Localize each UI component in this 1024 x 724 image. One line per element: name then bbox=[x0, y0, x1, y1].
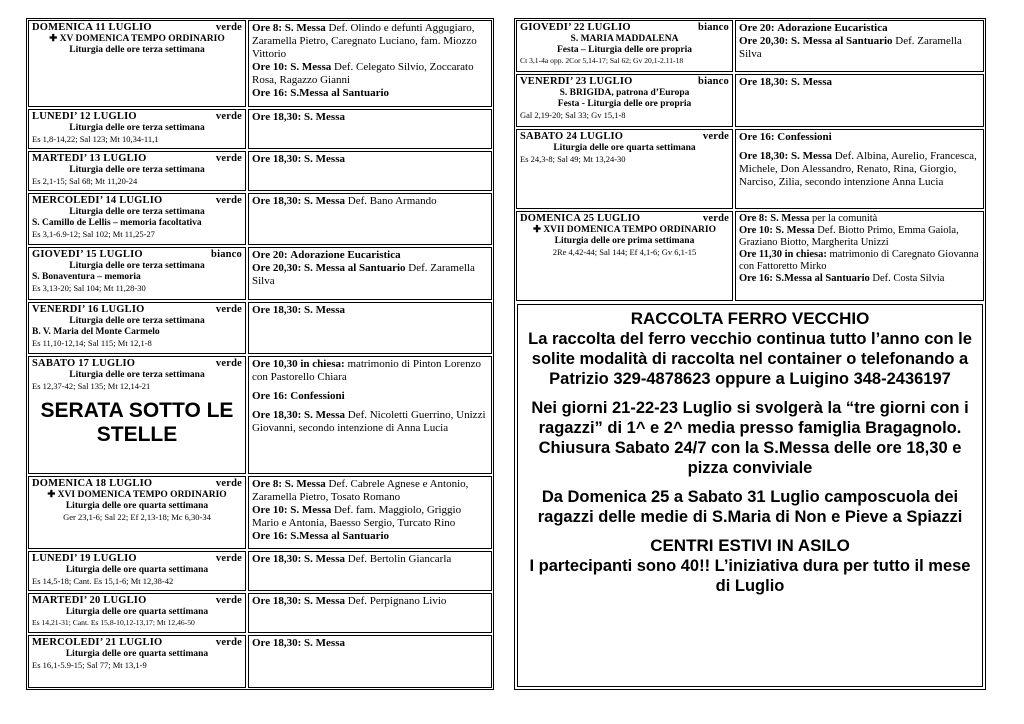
day-date: DOMENICA 11 LUGLIO bbox=[32, 22, 152, 33]
readings: Ct 3,1-4a opp. 2Cor 5,14-17; Sal 62; Gv 20,1-2.11-18 bbox=[520, 56, 684, 65]
day-header bbox=[32, 553, 242, 565]
day-date: GIOVEDI’ 15 LUGLIO bbox=[32, 249, 143, 260]
day-header bbox=[32, 22, 242, 34]
liturgical-color: verde bbox=[215, 111, 242, 122]
liturgy-week: Liturgia delle ore terza settimana bbox=[69, 316, 205, 326]
mass-cell bbox=[248, 476, 492, 549]
right-page bbox=[514, 18, 986, 690]
mass-cell bbox=[735, 74, 984, 127]
readings: Es 12,37-42; Sal 135; Mt 12,14-21 bbox=[32, 381, 151, 391]
day-cell bbox=[28, 20, 246, 107]
day-header bbox=[32, 637, 242, 649]
notice-box bbox=[517, 304, 983, 687]
mass-title: Adorazione Eucaristica bbox=[290, 249, 401, 261]
notice-title: CENTRI ESTIVI IN ASILO bbox=[650, 536, 850, 555]
day-cell bbox=[516, 211, 733, 301]
day-cell bbox=[28, 151, 246, 191]
schedule-row bbox=[28, 109, 492, 149]
mass-title: S.Messa al Santuario bbox=[290, 530, 390, 542]
day-date: DOMENICA 25 LUGLIO bbox=[520, 213, 641, 224]
mass-title: S. Messa bbox=[304, 195, 345, 207]
saint-of-day: S. BRIGIDA, patrona d’Europa bbox=[559, 88, 690, 98]
mass-cell bbox=[248, 356, 492, 474]
mass-cell bbox=[248, 20, 492, 107]
day-cell bbox=[28, 302, 246, 354]
day-header bbox=[32, 111, 242, 123]
mass-detail: Def. Cabrele Agnese e Antonio, Zaramella Pietro, Tosato Romano bbox=[252, 478, 469, 503]
day-date: VENERDI’ 23 LUGLIO bbox=[520, 76, 633, 87]
liturgy-week: Festa - Liturgia delle ore propria bbox=[557, 99, 692, 109]
mass-cell bbox=[248, 551, 492, 591]
day-header bbox=[32, 358, 242, 370]
mass-time: Ore 18,30: bbox=[252, 409, 302, 421]
mass-time: Ore 16: bbox=[739, 131, 775, 143]
mass-detail: Def. Perpignano Livio bbox=[347, 595, 447, 607]
mass-cell bbox=[248, 302, 492, 354]
mass-title: S. Messa bbox=[791, 150, 832, 162]
day-date: MERCOLEDI’ 14 LUGLIO bbox=[32, 195, 163, 206]
mass-time: Ore 10,30 in chiesa: bbox=[252, 358, 345, 370]
sunday-title: ✚ XV DOMENICA TEMPO ORDINARIO bbox=[49, 34, 225, 44]
day-header bbox=[32, 195, 242, 207]
day-date: SABATO 24 LUGLIO bbox=[520, 131, 624, 142]
mass-time: Ore 18,30: bbox=[252, 553, 302, 565]
mass-title: Confessioni bbox=[777, 131, 832, 143]
readings: Ger 23,1-6; Sal 22; Ef 2,13-18; Mc 6,30-34 bbox=[63, 512, 211, 522]
liturgical-color: verde bbox=[215, 478, 242, 489]
day-date: MARTEDI’ 13 LUGLIO bbox=[32, 153, 147, 164]
mass-cell bbox=[735, 129, 984, 209]
readings: 2Re 4,42-44; Sal 144; Ef 4,1-6; Gv 6,1-15 bbox=[552, 247, 697, 257]
liturgy-week: Liturgia delle ore quarta settimana bbox=[65, 565, 209, 575]
notice-paragraph: Da Domenica 25 a Sabato 31 Luglio camposcuola dei ragazzi delle medie di S.Maria di Non e Pieve a Spiazzi bbox=[537, 488, 963, 526]
mass-time: Ore 18,30: bbox=[739, 150, 789, 162]
mass-title: S. Messa bbox=[284, 478, 326, 490]
schedule-row bbox=[516, 129, 984, 209]
saint-of-day: B. V. Maria del Monte Carmelo bbox=[32, 327, 160, 337]
schedule-row bbox=[28, 247, 492, 300]
schedule-row bbox=[28, 635, 492, 688]
day-cell bbox=[28, 476, 246, 549]
saint-of-day: S. MARIA MADDALENA bbox=[570, 34, 679, 44]
mass-title: Adorazione Eucaristica bbox=[777, 22, 888, 34]
mass-time: Ore 18,30: bbox=[252, 111, 302, 123]
mass-title: S. Messa bbox=[770, 213, 810, 224]
day-cell bbox=[28, 356, 246, 474]
saint-of-day: S. Camillo de Lellis – memoria facoltativa bbox=[32, 218, 202, 228]
readings: Es 3,1-6.9-12; Sal 102; Mt 11,25-27 bbox=[32, 229, 155, 239]
day-date: MARTEDI’ 20 LUGLIO bbox=[32, 595, 147, 606]
mass-title: S. Messa bbox=[304, 111, 345, 123]
liturgical-color: verde bbox=[215, 22, 242, 33]
liturgy-week: Liturgia delle ore quarta settimana bbox=[65, 607, 209, 617]
mass-time: Ore 16: bbox=[739, 273, 773, 284]
day-cell bbox=[516, 20, 733, 72]
mass-time: Ore 10: bbox=[252, 504, 288, 516]
day-date: LUNEDI’ 19 LUGLIO bbox=[32, 553, 137, 564]
mass-time: Ore 20: bbox=[739, 22, 775, 34]
liturgical-color: verde bbox=[215, 637, 242, 648]
mass-time: Ore 18,30: bbox=[252, 153, 302, 165]
mass-title: S. Messa al Santuario bbox=[304, 262, 406, 274]
readings: Es 1,8-14,22; Sal 123; Mt 10,34-11,1 bbox=[32, 134, 159, 144]
day-cell bbox=[28, 193, 246, 245]
mass-time: Ore 18,30: bbox=[252, 304, 302, 316]
liturgical-color: verde bbox=[702, 213, 729, 224]
day-date: DOMENICA 18 LUGLIO bbox=[32, 478, 153, 489]
liturgical-color: verde bbox=[215, 153, 242, 164]
day-cell bbox=[516, 74, 733, 127]
sunday-title: ✚ XVI DOMENICA TEMPO ORDINARIO bbox=[47, 490, 227, 500]
schedule-row bbox=[516, 74, 984, 127]
day-date: VENERDI’ 16 LUGLIO bbox=[32, 304, 145, 315]
day-header bbox=[520, 213, 729, 225]
mass-title: S. Messa bbox=[791, 76, 832, 88]
liturgy-week: Festa – Liturgia delle ore propria bbox=[556, 45, 692, 55]
liturgical-color: verde bbox=[215, 553, 242, 564]
liturgy-week: Liturgia delle ore terza settimana bbox=[69, 261, 205, 271]
mass-time: Ore 8: bbox=[252, 478, 283, 490]
liturgy-week: Liturgia delle ore terza settimana bbox=[69, 165, 205, 175]
mass-detail: Def. Biotto Primo, Emma Gaiola, Graziano Biotto, Margherita Unizzi bbox=[739, 225, 959, 248]
liturgical-color: verde bbox=[215, 358, 242, 369]
mass-detail: per la comunità bbox=[812, 213, 878, 224]
day-header bbox=[32, 595, 242, 607]
mass-title: S. Messa al Santuario bbox=[791, 35, 893, 47]
day-date: SABATO 17 LUGLIO bbox=[32, 358, 136, 369]
mass-detail: Def. Zaramella Silva bbox=[252, 262, 475, 287]
readings: Es 11,10-12,14; Sal 115; Mt 12,1-8 bbox=[32, 338, 152, 348]
mass-time: Ore 10: bbox=[739, 225, 773, 236]
liturgical-color: bianco bbox=[698, 22, 729, 33]
mass-time: Ore 16: bbox=[252, 87, 288, 99]
notice-paragraph: La raccolta del ferro vecchio continua tutto l’anno con le solite modalità di raccolta nel container o telefonando a Patrizio 329-4878623 oppure a Luigino 348-2436197 bbox=[528, 330, 972, 388]
mass-title: S.Messa al Santuario bbox=[290, 87, 390, 99]
schedule-row bbox=[28, 151, 492, 191]
mass-cell bbox=[248, 247, 492, 300]
mass-time: Ore 18,30: bbox=[252, 637, 302, 649]
sunday-title: ✚ XVII DOMENICA TEMPO ORDINARIO bbox=[532, 225, 717, 235]
notice-paragraph: Nei giorni 21-22-23 Luglio si svolgerà la “tre giorni con i ragazzi” di 1^ e 2^ media presso famiglia Bragagnolo. Chiusura Sabato 24/7 con la S.Messa delle ore 18,30 e pizza conviviale bbox=[531, 399, 969, 477]
mass-cell bbox=[248, 635, 492, 688]
mass-detail: Def. Bertolin Giancarla bbox=[347, 553, 452, 565]
mass-detail: Def. Costa Silvia bbox=[872, 273, 945, 284]
readings: Es 14,5-18; Cant. Es 15,1-6; Mt 12,38-42 bbox=[32, 576, 174, 586]
right-schedule bbox=[515, 19, 985, 689]
day-header bbox=[520, 76, 729, 88]
mass-cell bbox=[735, 20, 984, 72]
readings: Es 2,1-15; Sal 68; Mt 11,20-24 bbox=[32, 176, 138, 186]
day-header bbox=[32, 304, 242, 316]
mass-detail: Def. Nicoletti Guerrino, Unizzi Giovanni, secondo intenzione di Anna Lucia bbox=[252, 409, 486, 434]
day-cell bbox=[28, 109, 246, 149]
mass-title: S. Messa bbox=[304, 409, 345, 421]
liturgical-color: verde bbox=[215, 195, 242, 206]
schedule-row bbox=[28, 593, 492, 633]
mass-title: S. Messa bbox=[284, 22, 326, 34]
schedule-row bbox=[28, 302, 492, 354]
readings: Es 14,21-31; Cant. Es 15,8-10,12-13,17; Mt 12,46-50 bbox=[32, 618, 195, 627]
day-cell bbox=[28, 247, 246, 300]
mass-time: Ore 10: bbox=[252, 61, 288, 73]
day-cell bbox=[28, 635, 246, 688]
mass-title: S. Messa bbox=[775, 225, 815, 236]
liturgy-week: Liturgia delle ore quarta settimana bbox=[553, 143, 696, 153]
mass-detail: Def. Zaramella Silva bbox=[739, 35, 962, 60]
mass-title: S. Messa bbox=[304, 304, 345, 316]
liturgical-color: bianco bbox=[211, 249, 242, 260]
liturgical-color: verde bbox=[215, 304, 242, 315]
mass-title: S. Messa bbox=[290, 61, 332, 73]
day-cell bbox=[516, 129, 733, 209]
day-date: LUNEDI’ 12 LUGLIO bbox=[32, 111, 137, 122]
notice-paragraph: I partecipanti sono 40!! L’iniziativa dura per tutto il mese di Luglio bbox=[529, 557, 971, 595]
mass-title: S.Messa al Santuario bbox=[775, 273, 870, 284]
day-date: GIOVEDI’ 22 LUGLIO bbox=[520, 22, 631, 33]
schedule-row bbox=[28, 20, 492, 107]
day-header bbox=[32, 249, 242, 261]
mass-detail: Def. fam. Maggiolo, Griggio Mario e Antonia, Baesso Sergio, Turcato Rino bbox=[252, 504, 462, 529]
mass-cell bbox=[248, 193, 492, 245]
day-header bbox=[32, 478, 242, 490]
mass-time: Ore 16: bbox=[252, 390, 288, 402]
mass-title: S. Messa bbox=[304, 553, 345, 565]
liturgy-week: Liturgia delle ore quarta settimana bbox=[65, 501, 209, 511]
liturgy-week: Liturgia delle ore terza settimana bbox=[69, 207, 205, 217]
liturgical-color: bianco bbox=[698, 76, 729, 87]
mass-time: Ore 16: bbox=[252, 530, 288, 542]
mass-detail: matrimonio di Pinton Lorenzo con Pastorello Chiara bbox=[252, 358, 481, 383]
schedule-row bbox=[28, 476, 492, 549]
schedule-row bbox=[28, 551, 492, 591]
day-cell bbox=[28, 551, 246, 591]
mass-time: Ore 8: bbox=[739, 213, 768, 224]
mass-time: Ore 20: bbox=[252, 249, 288, 261]
mass-time: Ore 18,30: bbox=[739, 76, 789, 88]
day-cell bbox=[28, 593, 246, 633]
left-schedule bbox=[27, 19, 493, 689]
liturgical-color: verde bbox=[215, 595, 242, 606]
mass-time: Ore 11,30 in chiesa: bbox=[739, 249, 827, 260]
mass-time: Ore 18,30: bbox=[252, 195, 302, 207]
schedule-row bbox=[516, 20, 984, 72]
mass-title: S. Messa bbox=[304, 153, 345, 165]
mass-detail: Def. Celegato Silvio, Zoccarato Rosa, Ragazzo Gianni bbox=[252, 61, 474, 86]
notice-title: RACCOLTA FERRO VECCHIO bbox=[630, 309, 870, 328]
liturgy-week: Liturgia delle ore quarta settimana bbox=[65, 649, 209, 659]
mass-detail: Def. Bano Armando bbox=[347, 195, 437, 207]
liturgy-week: Liturgia delle ore terza settimana bbox=[69, 45, 205, 55]
day-date: MERCOLEDI’ 21 LUGLIO bbox=[32, 637, 163, 648]
mass-time: Ore 20,30: bbox=[739, 35, 789, 47]
schedule-row bbox=[28, 356, 492, 474]
event-banner: SERATA SOTTO LE STELLE bbox=[40, 399, 234, 446]
left-page bbox=[26, 18, 494, 690]
mass-title: Confessioni bbox=[290, 390, 345, 402]
mass-detail: Def. Olindo e defunti Aggugiaro, Zaramella Pietro, Caregnato Luciano, fam. Miozzo Vittorio bbox=[252, 22, 477, 60]
mass-title: S. Messa bbox=[304, 595, 345, 607]
day-header bbox=[520, 131, 729, 143]
liturgy-week: Liturgia delle ore terza settimana bbox=[69, 123, 205, 133]
mass-cell bbox=[248, 109, 492, 149]
schedule-row bbox=[28, 193, 492, 245]
mass-time: Ore 20,30: bbox=[252, 262, 302, 274]
mass-title: S. Messa bbox=[290, 504, 332, 516]
mass-detail: Def. Albina, Aurelio, Francesca, Michele, Don Alessandro, Renato, Rina, Giorgio, Narciso, Zilia, secondo intenzione Anna Lucia bbox=[739, 150, 977, 188]
readings: Es 24,3-8; Sal 49; Mt 13,24-30 bbox=[520, 154, 626, 164]
mass-title: S. Messa bbox=[304, 637, 345, 649]
liturgy-week: Liturgia delle ore terza settimana bbox=[69, 370, 205, 380]
day-header bbox=[520, 22, 729, 34]
mass-cell bbox=[248, 593, 492, 633]
mass-detail: matrimonio di Caregnato Giovanna con Fattoretto Mirko bbox=[739, 249, 979, 272]
readings: Gal 2,19-20; Sal 33; Gv 15,1-8 bbox=[520, 110, 626, 120]
mass-cell bbox=[735, 211, 984, 301]
mass-time: Ore 18,30: bbox=[252, 595, 302, 607]
liturgy-week: Liturgia delle ore prima settimana bbox=[554, 236, 695, 246]
readings: Es 3,13-20; Sal 104; Mt 11,28-30 bbox=[32, 283, 146, 293]
day-header bbox=[32, 153, 242, 165]
schedule-row bbox=[516, 211, 984, 301]
liturgical-color: verde bbox=[702, 131, 729, 142]
readings: Es 16,1-5.9-15; Sal 77; Mt 13,1-9 bbox=[32, 660, 147, 670]
saint-of-day: S. Bonaventura – memoria bbox=[32, 272, 141, 282]
mass-cell bbox=[248, 151, 492, 191]
mass-time: Ore 8: bbox=[252, 22, 283, 34]
